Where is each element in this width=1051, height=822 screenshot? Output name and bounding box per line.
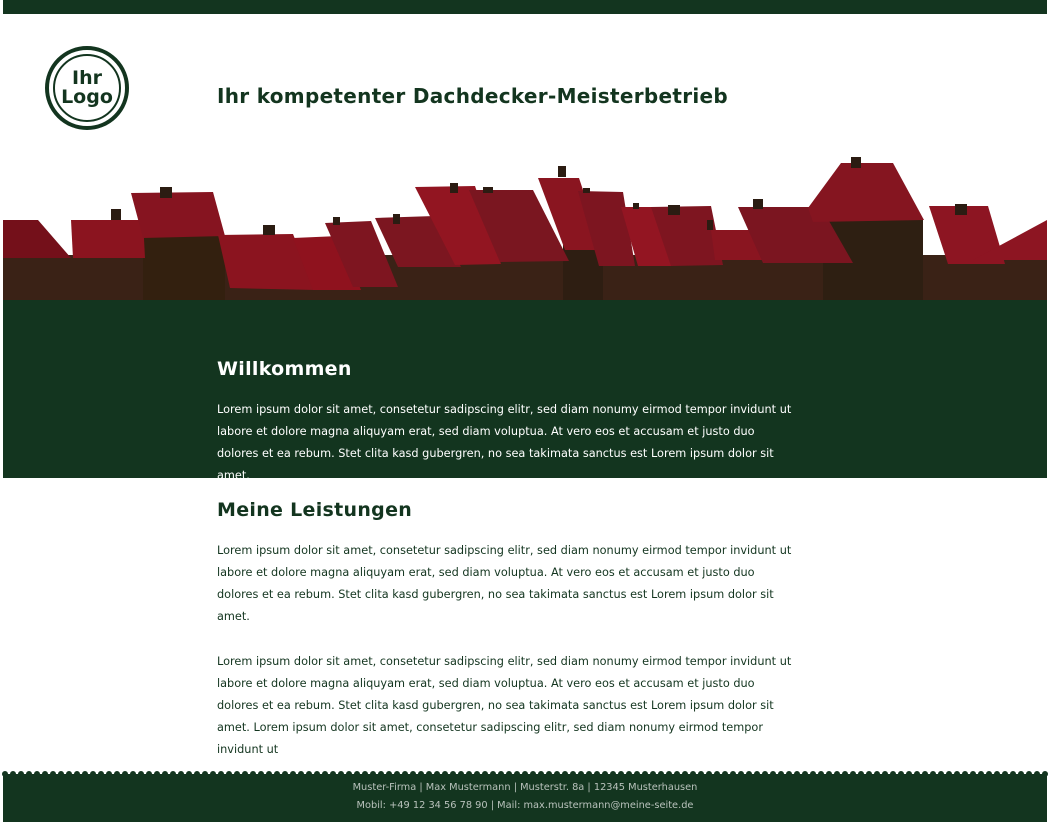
footer [3,774,1047,822]
footer-address: Muster-Firma | Max Mustermann | Musterstr. 8a | 12345 Musterhausen [352,782,698,793]
logo[interactable] [45,46,129,130]
rooftops-illustration [3,150,1047,302]
logo-text-line2: Logo [61,86,113,108]
top-bar [3,0,1047,14]
services-text-1: Lorem ipsum dolor sit amet, consetetur sadipscing elitr, sed diam nonumy eirmod tempor invidunt ut labore et dolore magna aliquyam erat, sed diam voluptua. At vero eos et accusam et justo duo dolores et ea rebum. Stet clita kasd gubergren, no sea takimata sanctus est Lorem ipsum dolor sit amet. [217,544,792,623]
services-text-2: Lorem ipsum dolor sit amet, consetetur sadipscing elitr, sed diam nonumy eirmod tempor invidunt ut labore et dolore magna aliquyam erat, sed diam voluptua. At vero eos et accusam et justo duo dolores et ea rebum. Stet clita kasd gubergren, no sea takimata sanctus est Lorem ipsum dolor sit amet. Lorem ipsum dolor sit amet, consetetur sadipscing elitr, sed diam nonumy eirmod tempor invidunt ut [217,655,792,756]
site-tagline: Ihr kompetenter Dachdecker-Meisterbetrieb [217,84,729,108]
welcome-heading: Willkommen [217,358,352,380]
logo-badge-icon [53,54,121,122]
footer-contact: Mobil: +49 12 34 56 78 90 | Mail: max.mustermann@meine-seite.de [356,800,694,811]
welcome-text: Lorem ipsum dolor sit amet, consetetur sadipscing elitr, sed diam nonumy eirmod tempor invidunt ut labore et dolore magna aliquyam erat, sed diam voluptua. At vero eos et accusam et justo duo dolores et ea rebum. Stet clita kasd gubergren, no sea takimata sanctus est Lorem ipsum dolor sit amet. [217,403,792,482]
services-heading: Meine Leistungen [217,499,413,521]
logo-text-line1: Ihr [72,67,102,89]
